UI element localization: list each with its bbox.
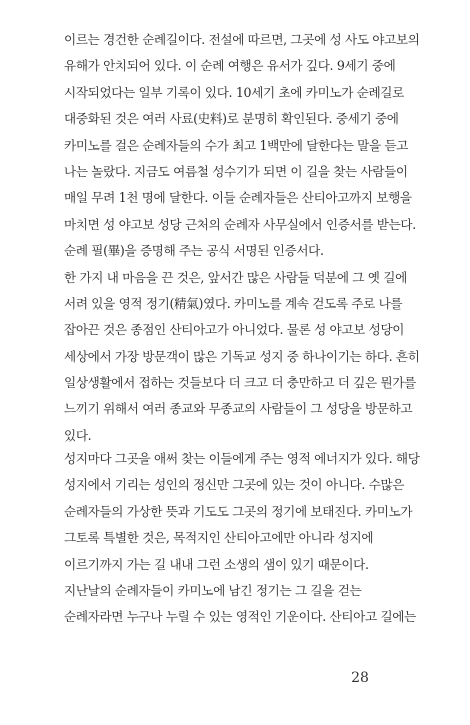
text-line: 일상생활에서 접하는 것들보다 더 크고 더 충만하고 더 깊은 뭔가를 bbox=[64, 375, 416, 391]
text-line: 한 가지 내 마음을 끈 것은, 앞서간 많은 사람들 덕분에 그 옛 길에 bbox=[64, 269, 407, 285]
text-line: 순례자들의 가상한 뜻과 기도도 그곳의 정기에 보태진다. 카미노가 bbox=[64, 503, 413, 519]
text-line: 이르는 경건한 순례길이다. 전설에 따르면, 그곳에 성 사도 야고보의 bbox=[64, 32, 420, 47]
text-line: 마치면 성 야고보 성당 근처의 순례자 사무실에서 인증서를 받는다. bbox=[64, 216, 416, 232]
text-line: 매일 무려 1천 명에 달한다. 이들 순례자들은 산티아고까지 보행을 bbox=[64, 190, 412, 206]
page-number: 28 bbox=[351, 670, 369, 686]
text-line: 느끼기 위해서 여러 종교와 무종교의 사람들이 그 성당을 방문하고 bbox=[64, 401, 413, 417]
text-block-1 bbox=[64, 27, 424, 449]
text-line: 순례자라면 누구나 누릴 수 있는 영적인 기운이다. 산티아고 길에는 bbox=[64, 609, 416, 625]
text-line: 성지에서 기리는 성인의 정신만 그곳에 있는 것이 아니다. 수많은 bbox=[64, 477, 405, 493]
text-line: 세상에서 가장 방문객이 많은 기독교 성지 중 하나이기는 하다. 흔히 bbox=[64, 348, 420, 364]
text-line: 잡아끈 것은 종점인 산티아고가 아니었다. 물론 성 야고보 성당이 bbox=[64, 322, 405, 338]
text-line: 대중화된 것은 여러 사료(史料)로 분명히 확인된다. 중세기 중에 bbox=[64, 111, 399, 127]
text-block-2 bbox=[64, 446, 424, 631]
text-line: 이르기까지 가는 길 내내 그런 소생의 샘이 있기 때문이다. bbox=[64, 556, 369, 572]
text-line: 나는 놀랐다. 지금도 여름철 성수기가 되면 이 길을 찾는 사람들이 bbox=[64, 163, 408, 179]
text-line: 시작되었다는 일부 기록이 있다. 10세기 초에 카미노가 순례길로 bbox=[64, 84, 404, 100]
text-line: 그토록 특별한 것은, 목적지인 산티아고에만 아니라 성지에 bbox=[64, 530, 374, 546]
text-line: 성지마다 그곳을 애써 찾는 이들에게 주는 영적 에너지가 있다. 해당 bbox=[64, 451, 420, 466]
text-line: 지난날의 순례자들이 카미노에 남긴 정기는 그 길을 걷는 bbox=[64, 582, 362, 598]
text-line: 유해가 안치되어 있다. 이 순례 여행은 유서가 깊다. 9세기 중에 bbox=[64, 58, 396, 74]
text-line: 순례 필(畢)을 증명해 주는 공식 서명된 인증서다. bbox=[64, 243, 324, 259]
text-line: 서려 있을 영적 정기(精氣)였다. 카미노를 계속 걷도록 주로 나를 bbox=[64, 295, 403, 311]
text-line: 있다. bbox=[64, 427, 92, 443]
text-line: 카미노를 걸은 순례자들의 수가 최고 1백만에 달한다는 말을 듣고 bbox=[64, 137, 409, 153]
